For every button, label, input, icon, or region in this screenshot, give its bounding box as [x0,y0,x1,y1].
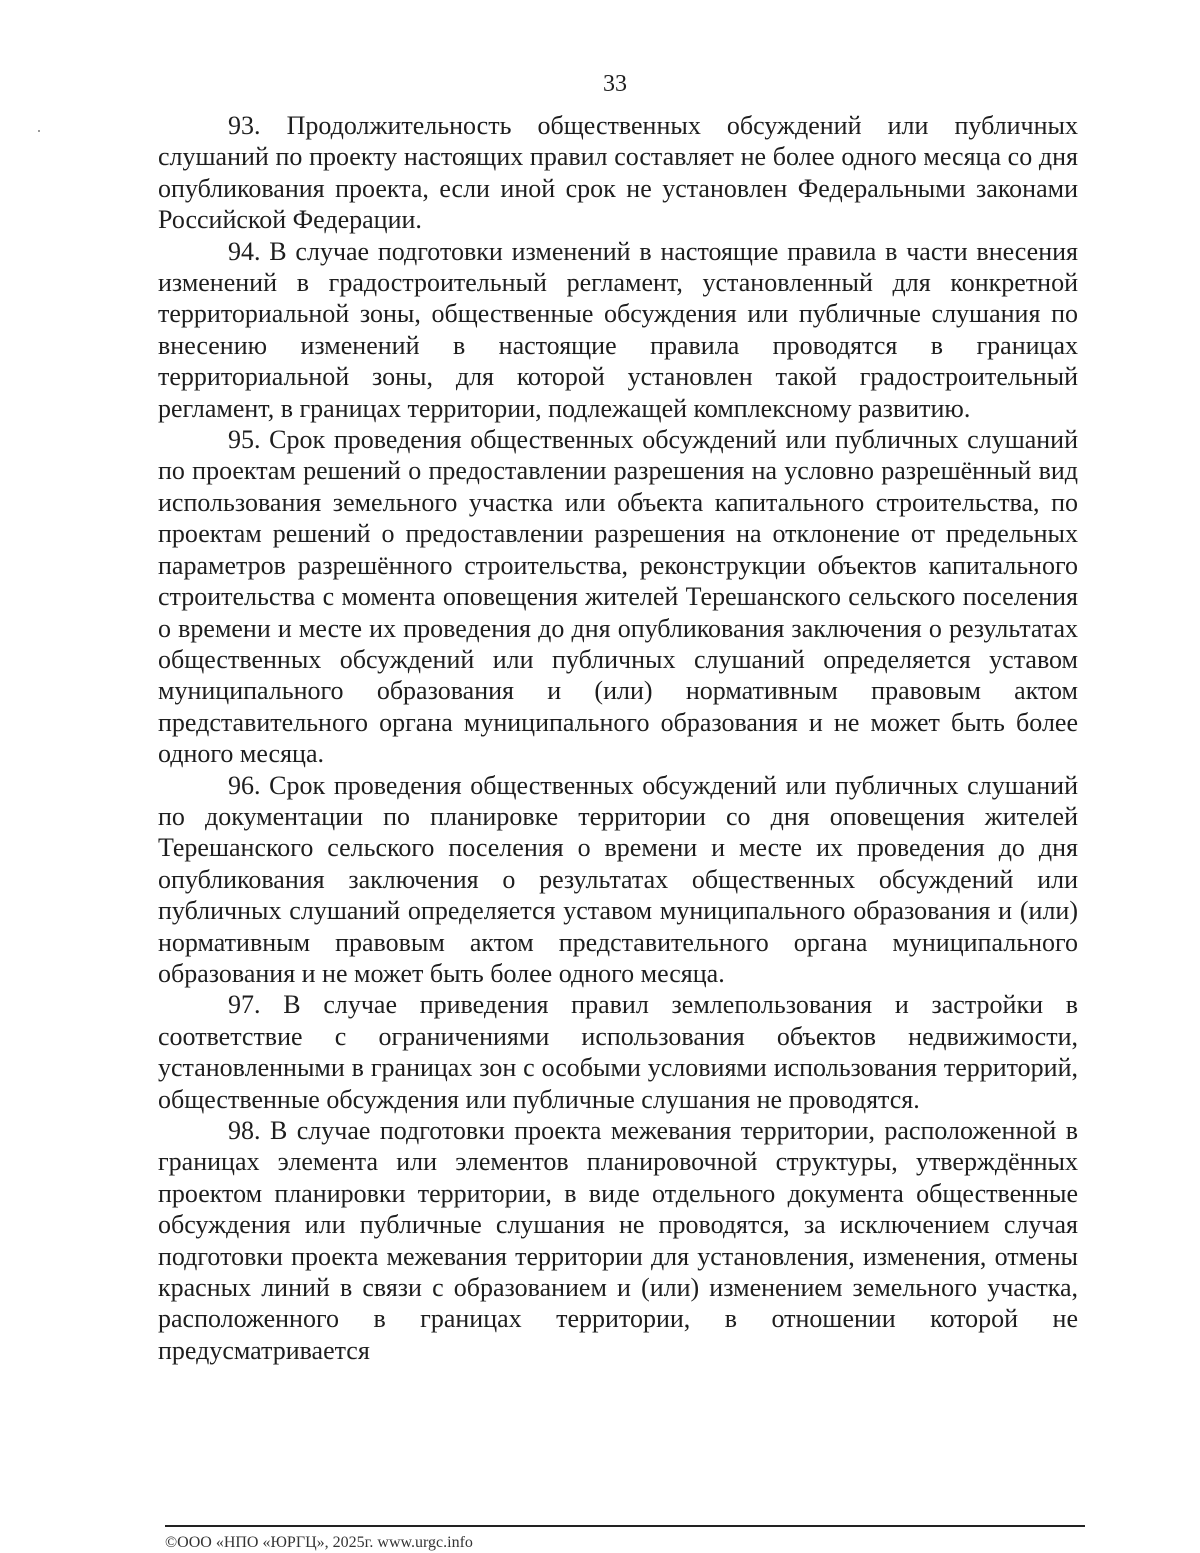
paragraph-94: 94. В случае подготовки изменений в настоящие правила в части внесения изменений в градостроительный регламент, установленный для конкретной территориальной зоны, общественные обсуждения или публичные слушания по внесению изменений в настоящие правила проводятся в границах территориальной зоны, для которой установлен такой градостроительный регламент, в границах территории, подлежащей комплексному развитию. [158,236,1078,423]
paragraph-93: 93. Продолжительность общественных обсуждений или публичных слушаний по проекту настоящих правил составляет не более одного месяца со дня опубликования проекта, если иной срок не установлен Федеральными законами Российской Федерации. [158,111,1078,235]
footer-divider [165,1525,1085,1527]
footer-copyright: ©ООО «НПО «ЮРГЦ», 2025г. www.urgc.info [165,1534,473,1551]
page-number: 33 [603,71,627,97]
scan-artifact [38,130,40,132]
paragraph-98: 98. В случае подготовки проекта межевания территории, расположенной в границах элемента или элементов планировочной структуры, утверждённых проектом планировки территории, в виде отдельного документа общественные обсуждения или публичные слушания не проводятся, за исключением случая подготовки проекта межевания территории для установления, изменения, отмены красных линий в связи с образованием и (или) изменением земельного участка, расположенного в границах территории, в отношении которой не предусматривается [158,1116,1078,1365]
paragraph-96: 96. Срок проведения общественных обсуждений или публичных слушаний по документации по планировке территории со дня оповещения жителей Терешанского сельского поселения о времени и месте их проведения до дня опубликования заключения о результатах общественных обсуждений или публичных слушаний определяется уставом муниципального образования и (или) нормативным правовым актом представительного органа муниципального образования и не может быть более одного месяца. [158,770,1078,988]
document-body [158,110,1078,1366]
paragraph-97: 97. В случае приведения правил землепользования и застройки в соответствие с ограничениями использования объектов недвижимости, установленными в границах зон с особыми условиями использования территорий, общественные обсуждения или публичные слушания не проводятся. [158,990,1078,1114]
paragraph-95: 95. Срок проведения общественных обсуждений или публичных слушаний по проектам решений о предоставлении разрешения на условно разрешённый вид использования земельного участка или объекта капитального строительства, по проектам решений о предоставлении разрешения на отклонение от предельных параметров разрешённого строительства, реконструкции объектов капитального строительства с момента оповещения жителей Терешанского сельского поселения о времени и месте их проведения до дня опубликования заключения о результатах общественных обсуждений или публичных слушаний определяется уставом муниципального образования и (или) нормативным правовым актом представительного органа муниципального образования и не может быть более одного месяца. [158,425,1078,769]
